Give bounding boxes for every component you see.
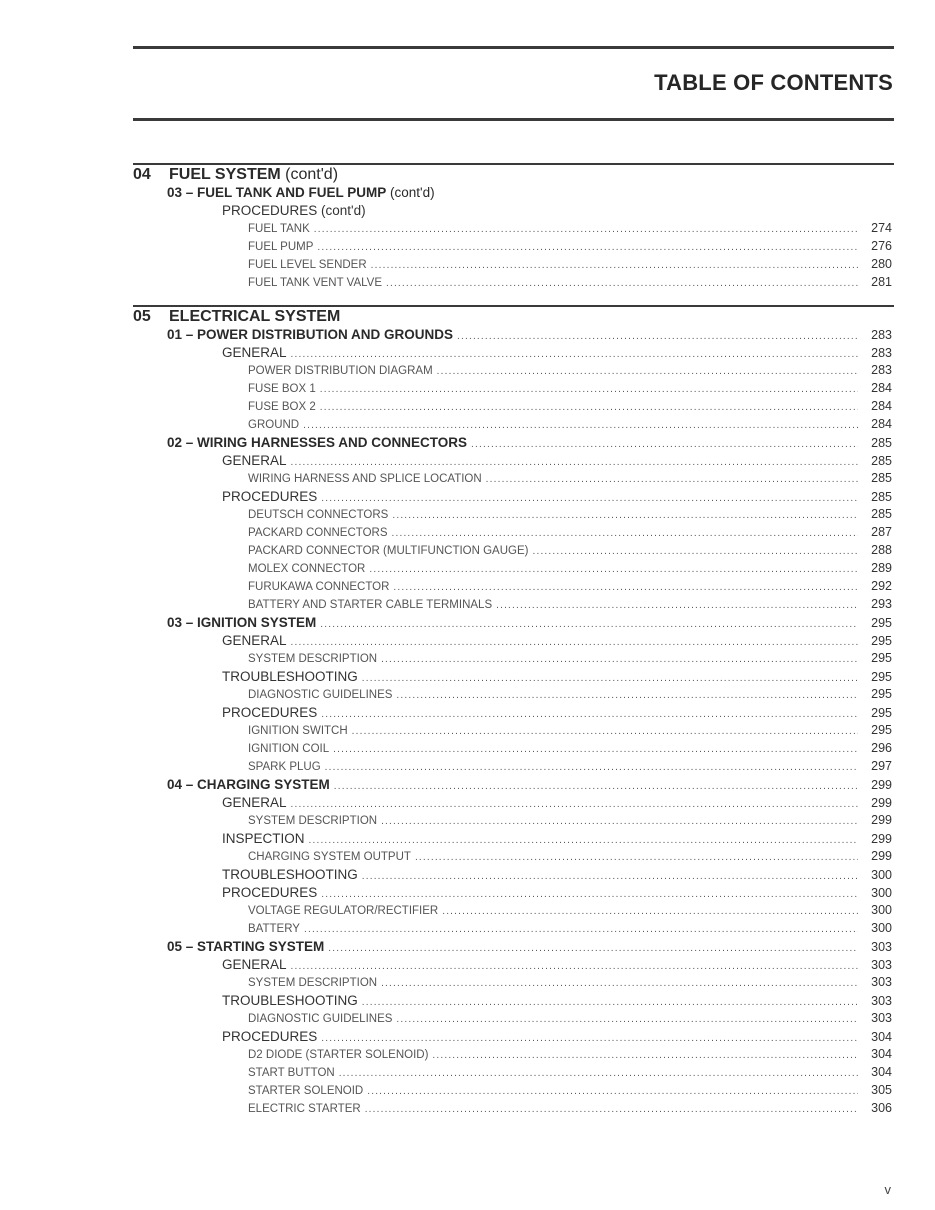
toc-entry-page: 295 <box>871 616 892 630</box>
dot-leader <box>392 528 858 539</box>
toc-entry[interactable] <box>0 257 892 271</box>
dot-leader <box>393 582 858 593</box>
dot-leader <box>471 439 858 450</box>
dot-leader <box>328 943 858 954</box>
toc-entry-page: 300 <box>871 903 892 917</box>
dot-leader <box>333 744 858 755</box>
toc-entry[interactable] <box>0 849 892 863</box>
toc-entry[interactable] <box>0 723 892 737</box>
toc-entry-label: PACKARD CONNECTORS <box>248 527 388 539</box>
toc-entry-label: STARTER SOLENOID <box>248 1085 364 1097</box>
dot-leader <box>381 978 858 989</box>
toc-entry[interactable] <box>0 239 892 253</box>
toc-entry-page: 284 <box>871 399 892 413</box>
dot-leader <box>432 1050 858 1061</box>
toc-entry-page: 285 <box>871 436 892 450</box>
toc-entry-page: 299 <box>871 813 892 827</box>
toc-entry-label: CHARGING SYSTEM OUTPUT <box>248 851 411 863</box>
toc-entry[interactable] <box>0 975 892 989</box>
toc-entry-page: 299 <box>871 849 892 863</box>
dot-leader <box>415 852 858 863</box>
toc-entry-label: PROCEDURES (cont'd) <box>222 203 366 218</box>
toc-entry[interactable] <box>0 561 892 575</box>
dot-leader <box>369 564 858 575</box>
dot-leader <box>309 835 858 846</box>
dot-leader <box>442 906 858 917</box>
toc-entry[interactable] <box>0 453 892 468</box>
toc-entry[interactable] <box>0 759 892 773</box>
toc-entry[interactable] <box>0 615 892 630</box>
toc-entry[interactable] <box>0 543 892 557</box>
dot-leader <box>367 1086 858 1097</box>
toc-entry-page: 276 <box>871 239 892 253</box>
toc-entry[interactable] <box>0 435 892 450</box>
toc-entry-page: 285 <box>871 490 892 504</box>
toc-entry-label: BATTERY <box>248 923 300 935</box>
dot-leader <box>314 224 858 235</box>
toc-entry-page: 284 <box>871 381 892 395</box>
section-title[interactable] <box>169 308 340 326</box>
dot-leader <box>320 619 858 630</box>
toc-entry-page: 287 <box>871 525 892 539</box>
toc-entry[interactable] <box>0 597 892 611</box>
toc-entry[interactable] <box>0 633 892 648</box>
toc-entry-page: 295 <box>871 723 892 737</box>
toc-entry-page: 283 <box>871 346 892 360</box>
toc-entry-label: FUSE BOX 2 <box>248 401 316 413</box>
toc-entry-label: INSPECTION <box>222 831 305 846</box>
section-title[interactable] <box>169 166 338 184</box>
toc-entry-page: 281 <box>871 275 892 289</box>
dot-leader <box>291 961 858 972</box>
toc-entry[interactable] <box>0 831 892 846</box>
dot-leader <box>486 474 858 485</box>
toc-entry-page: 283 <box>871 328 892 342</box>
section-title-text: ELECTRICAL SYSTEM <box>169 308 341 325</box>
toc-entry-label: FUEL TANK VENT VALVE <box>248 277 382 289</box>
toc-entry[interactable] <box>0 939 892 954</box>
toc-entry-suffix: (cont'd) <box>386 185 435 200</box>
toc-entry[interactable] <box>0 1101 892 1115</box>
toc-entry-page: 303 <box>871 1011 892 1025</box>
toc-entry-label: 02 – WIRING HARNESSES AND CONNECTORS <box>167 435 468 450</box>
toc-entry-label: FUSE BOX 1 <box>248 383 316 395</box>
toc-entry-page: 295 <box>871 670 892 684</box>
toc-entry-page: 295 <box>871 687 892 701</box>
toc-entry-page: 304 <box>871 1047 892 1061</box>
toc-entry-page: 288 <box>871 543 892 557</box>
toc-entry[interactable] <box>0 669 892 684</box>
toc-entry-page: 306 <box>871 1101 892 1115</box>
toc-entry[interactable] <box>0 687 892 701</box>
toc-entry-label: MOLEX CONNECTOR <box>248 563 366 575</box>
dot-leader <box>317 242 858 253</box>
toc-entry[interactable] <box>0 651 892 665</box>
toc-entry-label: DIAGNOSTIC GUIDELINES <box>248 689 393 701</box>
toc-entry-page: 274 <box>871 221 892 235</box>
dot-leader <box>437 366 858 377</box>
toc-entry-label: FUEL PUMP <box>248 241 314 253</box>
toc-entry[interactable] <box>0 185 892 200</box>
toc-entry-label: PROCEDURES <box>222 1029 318 1044</box>
toc-entry[interactable] <box>0 345 892 360</box>
dot-leader <box>362 673 858 684</box>
toc-entry-label: PACKARD CONNECTOR (MULTIFUNCTION GAUGE) <box>248 545 529 557</box>
section-rule <box>133 305 894 307</box>
toc-entry[interactable] <box>0 203 892 218</box>
toc-entry[interactable] <box>0 885 892 900</box>
toc-entry-label: DEUTSCH CONNECTORS <box>248 509 389 521</box>
toc-entry-page: 285 <box>871 454 892 468</box>
toc-entry-label: START BUTTON <box>248 1067 335 1079</box>
toc-entry-page: 300 <box>871 921 892 935</box>
toc-entry-label: PROCEDURES <box>222 705 318 720</box>
toc-entry[interactable] <box>0 1065 892 1079</box>
toc-entry-label: SYSTEM DESCRIPTION <box>248 815 378 827</box>
dot-leader <box>532 546 858 557</box>
toc-entry-suffix: (cont'd) <box>317 203 366 218</box>
toc-entry[interactable] <box>0 221 892 235</box>
section-number: 04 <box>133 166 151 183</box>
section-rule <box>133 163 894 165</box>
toc-entry-page: 303 <box>871 975 892 989</box>
toc-entry[interactable] <box>0 1029 892 1044</box>
toc-entry-page: 300 <box>871 886 892 900</box>
dot-leader <box>321 493 858 504</box>
page-title: TABLE OF CONTENTS <box>654 70 893 95</box>
toc-entry-page: 299 <box>871 796 892 810</box>
toc-entry-page: 289 <box>871 561 892 575</box>
toc-entry-label: WIRING HARNESS AND SPLICE LOCATION <box>248 473 482 485</box>
toc-entry-label: GENERAL <box>222 795 287 810</box>
section-title-text: FUEL SYSTEM <box>169 166 281 183</box>
toc-entry[interactable] <box>0 993 892 1008</box>
toc-entry-page: 297 <box>871 759 892 773</box>
dot-leader <box>386 278 858 289</box>
toc-entry[interactable] <box>0 957 892 972</box>
toc-entry[interactable] <box>0 363 892 377</box>
toc-entry-label: FURUKAWA CONNECTOR <box>248 581 390 593</box>
dot-leader <box>365 1104 858 1115</box>
toc-entry[interactable] <box>0 921 892 935</box>
dot-leader <box>392 510 858 521</box>
toc-entry-page: 283 <box>871 363 892 377</box>
toc-entry-page: 305 <box>871 1083 892 1097</box>
toc-entry-label: 03 – FUEL TANK AND FUEL PUMP (cont'd) <box>167 185 435 200</box>
toc-entry-label: DIAGNOSTIC GUIDELINES <box>248 1013 393 1025</box>
header-bottom-rule <box>133 118 894 121</box>
dot-leader <box>381 816 858 827</box>
section-title-suffix: (cont'd) <box>280 166 339 183</box>
toc-entry[interactable] <box>0 1047 892 1061</box>
dot-leader <box>371 260 858 271</box>
section-number: 05 <box>133 308 151 325</box>
dot-leader <box>381 654 858 665</box>
toc-entry[interactable] <box>0 579 892 593</box>
toc-entry-label: 01 – POWER DISTRIBUTION AND GROUNDS <box>167 327 454 342</box>
toc-entry[interactable] <box>0 471 892 485</box>
toc-entry[interactable] <box>0 777 892 792</box>
toc-entry-label: GENERAL <box>222 345 287 360</box>
toc-entry-page: 295 <box>871 651 892 665</box>
toc-entry-label: GROUND <box>248 419 300 431</box>
toc-entry[interactable] <box>0 417 892 431</box>
toc-entry-page: 304 <box>871 1065 892 1079</box>
dot-leader <box>496 600 858 611</box>
toc-entry-page: 303 <box>871 994 892 1008</box>
dot-leader <box>457 331 858 342</box>
toc-entry-label: 05 – STARTING SYSTEM <box>167 939 325 954</box>
toc-entry-page: 304 <box>871 1030 892 1044</box>
toc-entry-page: 285 <box>871 507 892 521</box>
toc-entry[interactable] <box>0 381 892 395</box>
dot-leader <box>291 349 858 360</box>
toc-entry-label: GENERAL <box>222 453 287 468</box>
toc-entry-label: PROCEDURES <box>222 489 318 504</box>
toc-entry-label: POWER DISTRIBUTION DIAGRAM <box>248 365 433 377</box>
toc-entry[interactable] <box>0 327 892 342</box>
toc-entry-label: GENERAL <box>222 633 287 648</box>
toc-entry-label: FUEL TANK <box>248 223 310 235</box>
dot-leader <box>304 924 858 935</box>
toc-entry-label: TROUBLESHOOTING <box>222 669 358 684</box>
toc-entry[interactable] <box>0 507 892 521</box>
toc-entry-label: IGNITION COIL <box>248 743 330 755</box>
toc-entry-label: PROCEDURES <box>222 885 318 900</box>
toc-entry-label: D2 DIODE (STARTER SOLENOID) <box>248 1049 429 1061</box>
toc-entry-label: ELECTRIC STARTER <box>248 1103 361 1115</box>
dot-leader <box>339 1068 858 1079</box>
toc-entry-page: 303 <box>871 940 892 954</box>
toc-entry-label: TROUBLESHOOTING <box>222 867 358 882</box>
toc-entry-label: 04 – CHARGING SYSTEM <box>167 777 330 792</box>
toc-entry[interactable] <box>0 525 892 539</box>
toc-entry-label: IGNITION SWITCH <box>248 725 348 737</box>
toc-entry[interactable] <box>0 795 892 810</box>
dot-leader <box>291 799 858 810</box>
dot-leader <box>325 762 858 773</box>
toc-entry-label: SPARK PLUG <box>248 761 321 773</box>
toc-entry-page: 284 <box>871 417 892 431</box>
toc-entry-label: FUEL LEVEL SENDER <box>248 259 367 271</box>
toc-entry-page: 293 <box>871 597 892 611</box>
dot-leader <box>291 637 858 648</box>
toc-entry[interactable] <box>0 813 892 827</box>
toc-entry[interactable] <box>0 399 892 413</box>
toc-entry[interactable] <box>0 275 892 289</box>
header-top-rule <box>133 46 894 49</box>
toc-entry[interactable] <box>0 705 892 720</box>
toc-entry-label: SYSTEM DESCRIPTION <box>248 653 378 665</box>
toc-entry[interactable] <box>0 489 892 504</box>
toc-entry[interactable] <box>0 1011 892 1025</box>
dot-leader <box>320 384 858 395</box>
dot-leader <box>291 457 858 468</box>
toc-entry-page: 296 <box>871 741 892 755</box>
toc-entry[interactable] <box>0 903 892 917</box>
dot-leader <box>320 402 858 413</box>
dot-leader <box>362 997 858 1008</box>
toc-entry-label: SYSTEM DESCRIPTION <box>248 977 378 989</box>
dot-leader <box>321 889 858 900</box>
dot-leader <box>303 420 858 431</box>
dot-leader <box>396 1014 858 1025</box>
dot-leader <box>321 1033 858 1044</box>
toc-entry-page: 292 <box>871 579 892 593</box>
toc-entry-label: 03 – IGNITION SYSTEM <box>167 615 317 630</box>
toc-entry-label: BATTERY AND STARTER CABLE TERMINALS <box>248 599 493 611</box>
dot-leader <box>352 726 858 737</box>
toc-entry[interactable] <box>0 1083 892 1097</box>
toc-entry-page: 300 <box>871 868 892 882</box>
toc-entry-page: 295 <box>871 634 892 648</box>
dot-leader <box>362 871 858 882</box>
toc-entry-page: 299 <box>871 778 892 792</box>
dot-leader <box>321 709 858 720</box>
toc-entry-label: GENERAL <box>222 957 287 972</box>
page-folio: v <box>884 1182 891 1197</box>
toc-entry-page: 303 <box>871 958 892 972</box>
dot-leader <box>396 690 858 701</box>
toc-entry-page: 299 <box>871 832 892 846</box>
toc-entry-page: 285 <box>871 471 892 485</box>
toc-entry-page: 280 <box>871 257 892 271</box>
toc-entry-label: VOLTAGE REGULATOR/RECTIFIER <box>248 905 439 917</box>
toc-entry-page: 295 <box>871 706 892 720</box>
toc-entry-label: TROUBLESHOOTING <box>222 993 358 1008</box>
toc-entry[interactable] <box>0 741 892 755</box>
dot-leader <box>334 781 858 792</box>
toc-entry[interactable] <box>0 867 892 882</box>
